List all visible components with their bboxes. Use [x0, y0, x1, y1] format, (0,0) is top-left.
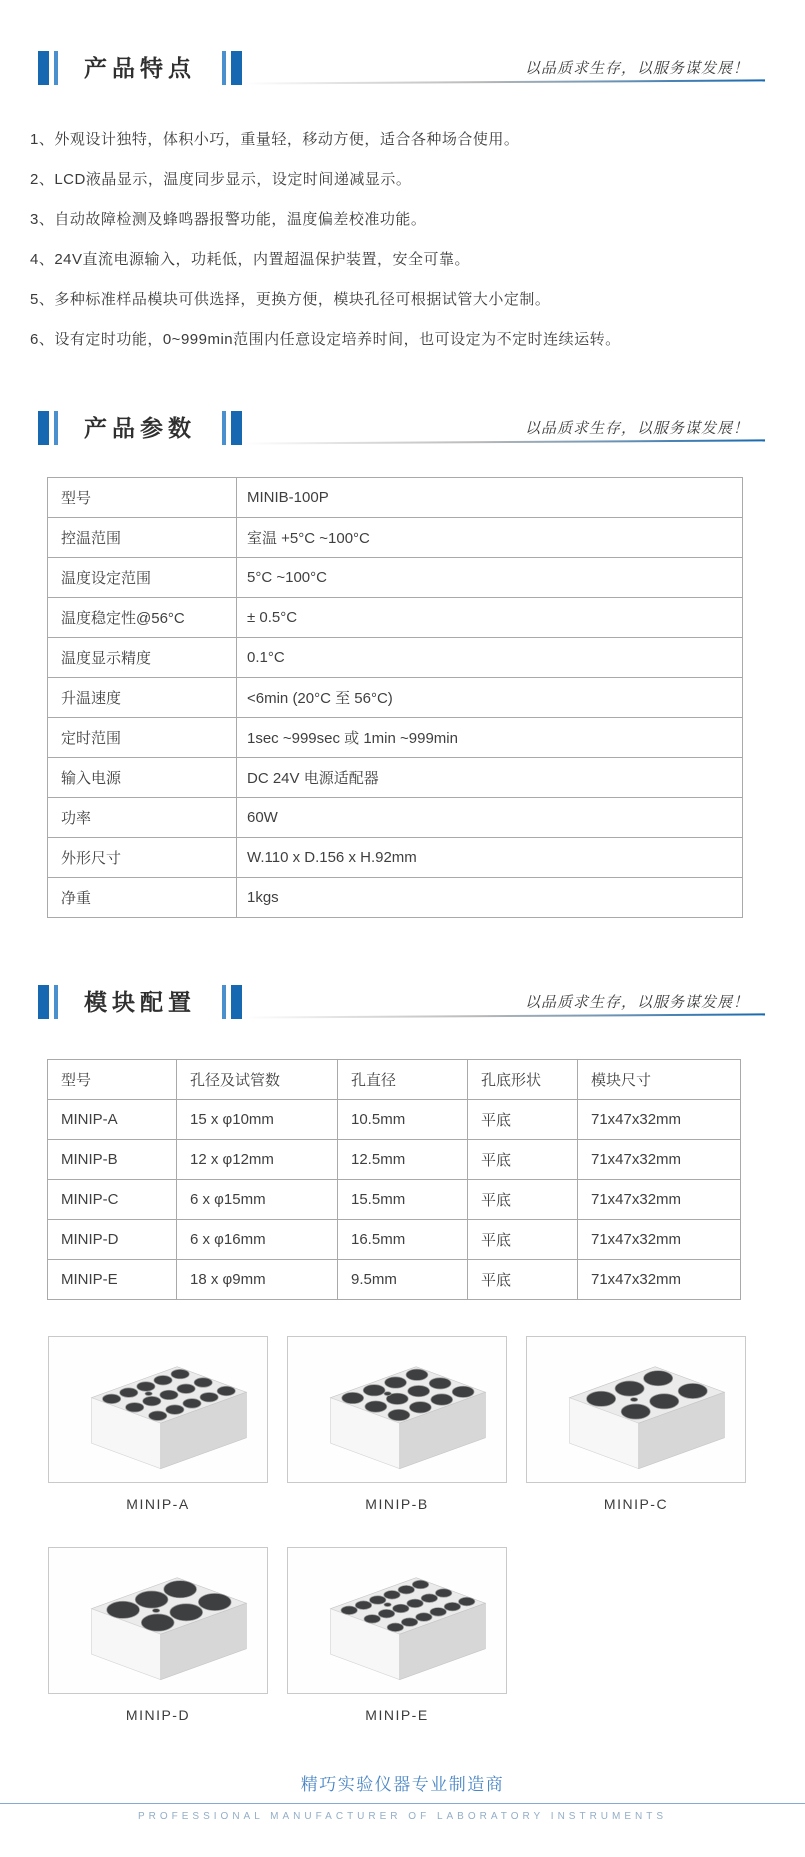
parameter-label: 输入电源	[48, 758, 237, 798]
parameter-row	[48, 838, 743, 878]
module-figure	[526, 1336, 746, 1513]
parameter-value: 室温 +5°C ~100°C	[237, 518, 743, 558]
header-accent-bar-thin-left	[54, 51, 58, 85]
section-header-parameters	[38, 408, 765, 480]
parameter-row	[48, 878, 743, 918]
modules-table	[47, 1059, 741, 1300]
company-slogan: 以品质求生存，以服务谋发展！	[524, 60, 749, 77]
module-figure	[48, 1547, 268, 1724]
parameter-value: 60W	[237, 798, 743, 838]
parameter-value: DC 24V 电源适配器	[237, 758, 743, 798]
column-header-bottom-shape: 孔底形状	[468, 1060, 578, 1100]
module-bottom-shape: 平底	[468, 1100, 578, 1140]
feature-item: 1、外观设计独特，体积小巧，重量轻，移动方便，适合各种场合使用。	[30, 130, 520, 148]
feature-item: 3、自动故障检测及蜂鸣器报警功能，温度偏差校准功能。	[30, 210, 427, 228]
module-diameter: 16.5mm	[338, 1220, 468, 1260]
module-model: MINIP-B	[48, 1140, 177, 1180]
module-model: MINIP-E	[48, 1260, 177, 1300]
module-block-image	[287, 1547, 507, 1694]
module-model: MINIP-A	[48, 1100, 177, 1140]
parameter-value: W.110 x D.156 x H.92mm	[237, 838, 743, 878]
module-row	[48, 1180, 741, 1220]
header-accent-bar-thin-right	[222, 985, 226, 1019]
module-holes: 6 x φ15mm	[177, 1180, 338, 1220]
module-model: MINIP-C	[48, 1180, 177, 1220]
header-accent-bar-thick-left	[38, 51, 49, 85]
parameter-value: 1sec ~999sec 或 1min ~999min	[237, 718, 743, 758]
module-bottom-shape: 平底	[468, 1220, 578, 1260]
module-size: 71x47x32mm	[578, 1260, 741, 1300]
header-accent-bar-thin-right	[222, 51, 226, 85]
module-model: MINIP-D	[48, 1220, 177, 1260]
module-bottom-shape: 平底	[468, 1140, 578, 1180]
feature-item: 5、多种标准样品模块可供选择，更换方便，模块孔径可根据试管大小定制。	[30, 290, 551, 308]
module-block-image	[48, 1336, 268, 1483]
module-diameter: 12.5mm	[338, 1140, 468, 1180]
column-header-holes: 孔径及试管数	[177, 1060, 338, 1100]
module-row	[48, 1260, 741, 1300]
feature-item: 4、24V直流电源输入，功耗低，内置超温保护装置，安全可靠。	[30, 250, 471, 268]
section-title-features: 产品特点	[84, 55, 196, 81]
parameter-value: MINIB-100P	[237, 478, 743, 518]
section-parameters	[38, 406, 765, 907]
module-image-label: MINIP-A	[126, 1496, 190, 1512]
parameter-value: 1kgs	[237, 878, 743, 918]
module-image-label: MINIP-E	[365, 1707, 429, 1723]
module-size: 71x47x32mm	[578, 1220, 741, 1260]
page-footer	[0, 1775, 805, 1822]
parameter-row	[48, 598, 743, 638]
feature-item: 2、LCD液晶显示，温度同步显示，设定时间递减显示。	[30, 170, 412, 188]
parameter-row	[48, 798, 743, 838]
company-slogan: 以品质求生存，以服务谋发展！	[524, 420, 749, 437]
parameter-label: 温度显示精度	[48, 638, 237, 678]
module-bottom-shape: 平底	[468, 1180, 578, 1220]
parameter-label: 功率	[48, 798, 237, 838]
module-size: 71x47x32mm	[578, 1180, 741, 1220]
column-header-size: 模块尺寸	[578, 1060, 741, 1100]
parameter-value: <6min (20°C 至 56°C)	[237, 678, 743, 718]
footer-brand-en: PROFESSIONAL MANUFACTURER OF LABORATORY INSTRUMENTS	[137, 1811, 668, 1822]
module-figure	[287, 1547, 507, 1724]
module-image-label: MINIP-C	[603, 1496, 669, 1512]
header-accent-bar-thick-left	[38, 985, 49, 1019]
parameter-label: 外形尺寸	[48, 838, 237, 878]
parameter-row	[48, 758, 743, 798]
module-diameter: 10.5mm	[338, 1100, 468, 1140]
column-header-diameter: 孔直径	[338, 1060, 468, 1100]
modules-table-header-row	[48, 1060, 741, 1100]
module-row	[48, 1220, 741, 1260]
feature-list	[30, 118, 765, 358]
section-features	[30, 46, 765, 348]
module-row	[48, 1100, 741, 1140]
parameter-label: 升温速度	[48, 678, 237, 718]
header-accent-bar-thin-left	[54, 985, 58, 1019]
module-image-label: MINIP-D	[125, 1707, 191, 1723]
parameter-label: 型号	[48, 478, 237, 518]
parameter-label: 控温范围	[48, 518, 237, 558]
section-header-features	[38, 48, 765, 120]
parameter-label: 定时范围	[48, 718, 237, 758]
module-diameter: 9.5mm	[338, 1260, 468, 1300]
footer-brand-cn: 精巧实验仪器专业制造商	[300, 1775, 505, 1794]
module-size: 71x47x32mm	[578, 1100, 741, 1140]
parameter-row	[48, 478, 743, 518]
parameter-row	[48, 558, 743, 598]
module-block-image	[526, 1336, 746, 1483]
footer-divider-line	[0, 1803, 805, 1804]
feature-item: 6、设有定时功能，0~999min范围内任意设定培养时间，也可设定为不定时连续运转。	[30, 330, 621, 348]
parameter-label: 温度稳定性@56°C	[48, 598, 237, 638]
module-row	[48, 1140, 741, 1180]
module-gallery	[48, 1336, 770, 1758]
section-header-modules	[38, 982, 765, 1054]
header-accent-bar-thick-left	[38, 411, 49, 445]
parameter-row	[48, 718, 743, 758]
parameter-value: ± 0.5°C	[237, 598, 743, 638]
module-holes: 12 x φ12mm	[177, 1140, 338, 1180]
header-accent-bar-thin-left	[54, 411, 58, 445]
parameter-row	[48, 518, 743, 558]
header-accent-bar-thick-right	[231, 51, 242, 85]
parameters-table	[47, 477, 743, 918]
module-holes: 6 x φ16mm	[177, 1220, 338, 1260]
module-holes: 15 x φ10mm	[177, 1100, 338, 1140]
module-diameter: 15.5mm	[338, 1180, 468, 1220]
module-size: 71x47x32mm	[578, 1140, 741, 1180]
header-accent-bar-thin-right	[222, 411, 226, 445]
section-title-modules: 模块配置	[84, 989, 196, 1015]
module-figure	[287, 1336, 507, 1513]
module-block-image	[48, 1547, 268, 1694]
header-accent-bar-thick-right	[231, 411, 242, 445]
module-holes: 18 x φ9mm	[177, 1260, 338, 1300]
section-modules	[38, 980, 765, 1289]
parameter-label: 温度设定范围	[48, 558, 237, 598]
module-block-image	[287, 1336, 507, 1483]
module-bottom-shape: 平底	[468, 1260, 578, 1300]
company-slogan: 以品质求生存，以服务谋发展！	[524, 994, 749, 1011]
parameter-value: 0.1°C	[237, 638, 743, 678]
header-accent-bar-thick-right	[231, 985, 242, 1019]
column-header-model: 型号	[48, 1060, 177, 1100]
parameter-label: 净重	[48, 878, 237, 918]
section-title-parameters: 产品参数	[84, 415, 196, 441]
parameter-row	[48, 638, 743, 678]
module-image-label: MINIP-B	[365, 1496, 429, 1512]
parameter-value: 5°C ~100°C	[237, 558, 743, 598]
parameter-row	[48, 678, 743, 718]
module-figure	[48, 1336, 268, 1513]
